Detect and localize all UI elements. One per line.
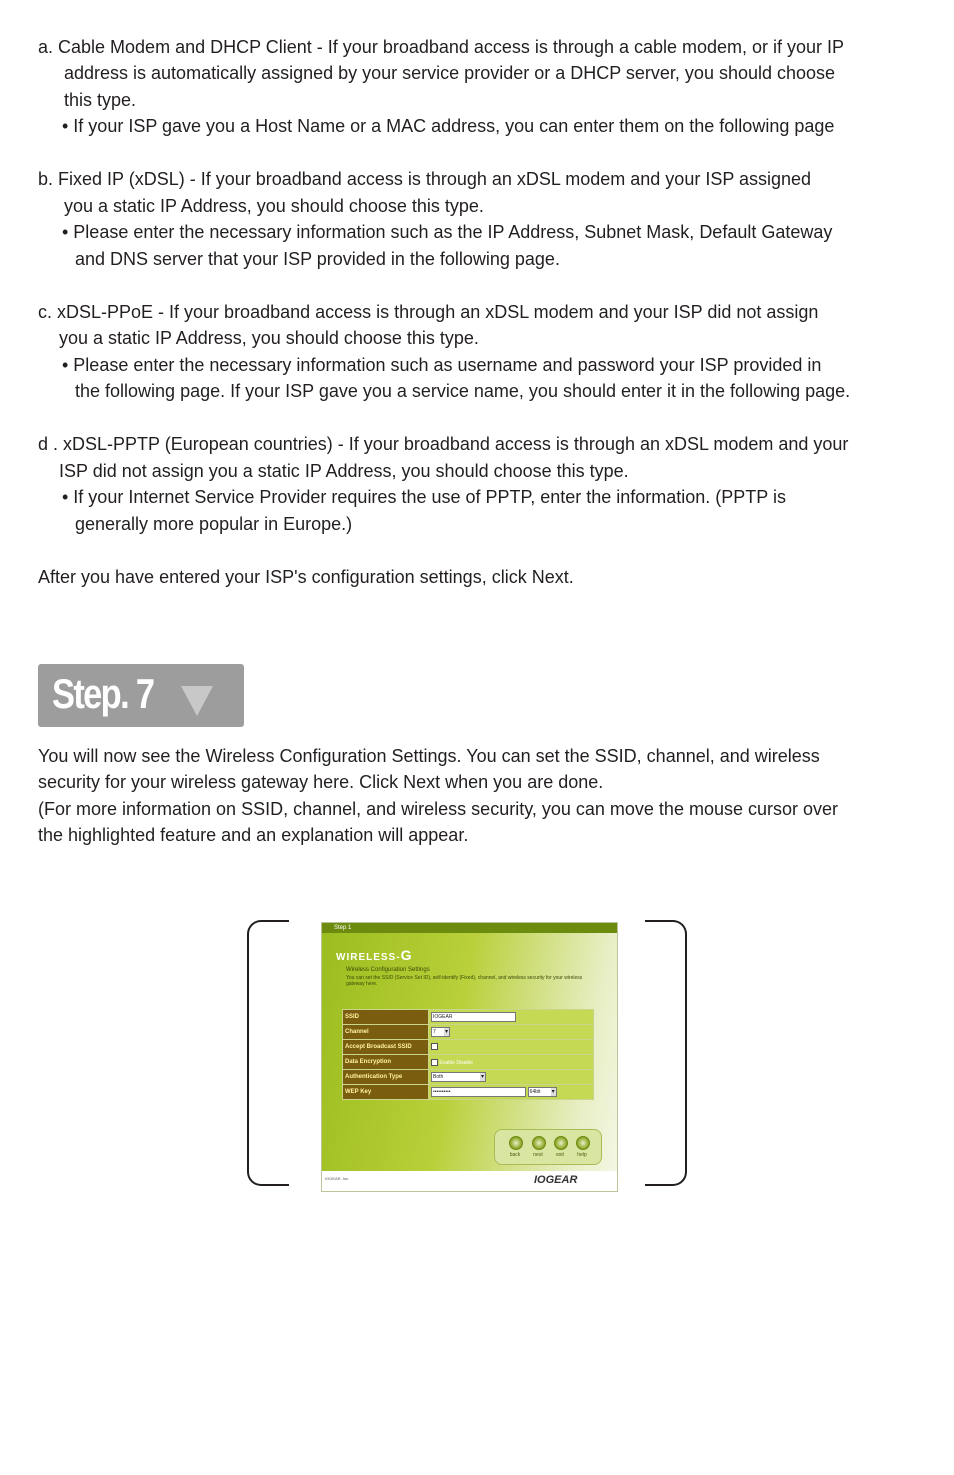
- step-banner: [38, 664, 244, 727]
- section-b-lead: b. Fixed IP (xDSL) - If your broadband access is through an xDSL modem and your ISP assigned: [38, 169, 812, 189]
- logo-text: WIRELESS-: [336, 952, 401, 963]
- back-button[interactable]: [509, 1136, 523, 1150]
- section-d-lead: d . xDSL-PPTP (European countries) - If your broadband access is through an xDSL modem and your: [38, 434, 849, 454]
- help-button[interactable]: [576, 1136, 590, 1150]
- down-triangle-icon: [181, 686, 213, 716]
- right-bracket: [645, 920, 687, 1186]
- auth-type-select[interactable]: Both ▾: [431, 1072, 486, 1082]
- section-a-cont: address is automatically assigned by your service provider or a DHCP server, you should choose: [64, 63, 836, 83]
- ssid-input[interactable]: IOGEAR: [431, 1012, 516, 1022]
- section-d-bullet: • If your Internet Service Provider requires the use of PPTP, enter the information. (PPTP is: [62, 487, 786, 507]
- section-c-bullet: the following page. If your ISP gave you a service name, you should enter it in the following page.: [75, 381, 851, 401]
- enable-radio[interactable]: [431, 1059, 438, 1066]
- broadcast-ssid-label: Accept Broadcast SSID: [343, 1040, 429, 1055]
- section-d-bullet: generally more popular in Europe.): [75, 514, 353, 534]
- next-label: next: [533, 1152, 543, 1158]
- step-text-line: (For more information on SSID, channel, and wireless security, you can move the mouse cursor over: [38, 799, 839, 819]
- exit-label: exit: [556, 1152, 564, 1158]
- after-text: After you have entered your ISP's configuration settings, click Next.: [38, 567, 574, 587]
- next-button[interactable]: [532, 1136, 546, 1150]
- wep-key-label: WEP Key: [343, 1085, 429, 1100]
- wireless-config-screenshot: [321, 922, 618, 1192]
- section-b-bullet: • Please enter the necessary information such as the IP Address, Subnet Mask, Default Gateway: [62, 222, 833, 242]
- screenshot-desc: You can set the SSID (Service Set ID), self-identify (Fixed), channel, and wireless security for your wireless gateway here.: [346, 975, 583, 987]
- screenshot-title: Wireless Configuration Settings: [346, 967, 430, 973]
- section-a-cont: this type.: [64, 90, 137, 110]
- auth-type-label: Authentication Type: [343, 1070, 429, 1085]
- section-a-lead: a. Cable Modem and DHCP Client - If your broadband access is through a cable modem, or if your IP: [38, 37, 845, 57]
- table-row: [343, 1040, 594, 1055]
- copyright-text: IOGEAR, Inc.: [325, 1176, 350, 1181]
- table-row: [343, 1055, 594, 1070]
- section-c-bullet: • Please enter the necessary information such as username and password your ISP provided in: [62, 355, 822, 375]
- help-label: help: [577, 1152, 587, 1158]
- section-a-bullet: • If your ISP gave you a Host Name or a MAC address, you can enter them on the following page: [62, 116, 835, 136]
- step-text-line: You will now see the Wireless Configuration Settings. You can set the SSID, channel, and wireless: [38, 746, 820, 766]
- section-b-cont: you a static IP Address, you should choose this type.: [64, 196, 484, 216]
- encryption-options: Enable Disable: [439, 1059, 474, 1066]
- encryption-label: Data Encryption: [343, 1055, 429, 1070]
- step-text-line: the highlighted feature and an explanation will appear.: [38, 825, 469, 845]
- step-label: Step. 7: [52, 670, 154, 717]
- screenshot-footer: [322, 1171, 617, 1191]
- table-row: [343, 1025, 594, 1040]
- broadcast-ssid-checkbox[interactable]: [431, 1043, 438, 1050]
- logo-g: G: [400, 947, 413, 963]
- screenshot-topbar: Step 1: [322, 923, 617, 933]
- section-c-lead: c. xDSL-PPoE - If your broadband access is through an xDSL modem and your ISP did not assign: [38, 302, 819, 322]
- ssid-label: SSID: [343, 1010, 429, 1025]
- back-label: back: [509, 1152, 521, 1158]
- iogear-logo: IOGEAR: [534, 1174, 578, 1186]
- table-row: [343, 1070, 594, 1085]
- channel-label: Channel: [343, 1025, 429, 1040]
- settings-table: [342, 1009, 594, 1100]
- nav-buttons: [494, 1129, 602, 1165]
- table-row: [343, 1010, 594, 1025]
- section-c-cont: you a static IP Address, you should choose this type.: [59, 328, 479, 348]
- wep-key-input[interactable]: ••••••••••: [431, 1087, 526, 1097]
- step-text-line: security for your wireless gateway here. Click Next when you are done.: [38, 772, 604, 792]
- channel-select[interactable]: 7 ▾: [431, 1027, 450, 1037]
- wep-bits-select[interactable]: 64bit ▾: [528, 1087, 557, 1097]
- left-bracket: [247, 920, 289, 1186]
- wireless-g-logo: [336, 947, 412, 963]
- section-d-cont: ISP did not assign you a static IP Address, you should choose this type.: [59, 461, 629, 481]
- exit-button[interactable]: [554, 1136, 568, 1150]
- table-row: [343, 1085, 594, 1100]
- section-b-bullet: and DNS server that your ISP provided in the following page.: [75, 249, 560, 269]
